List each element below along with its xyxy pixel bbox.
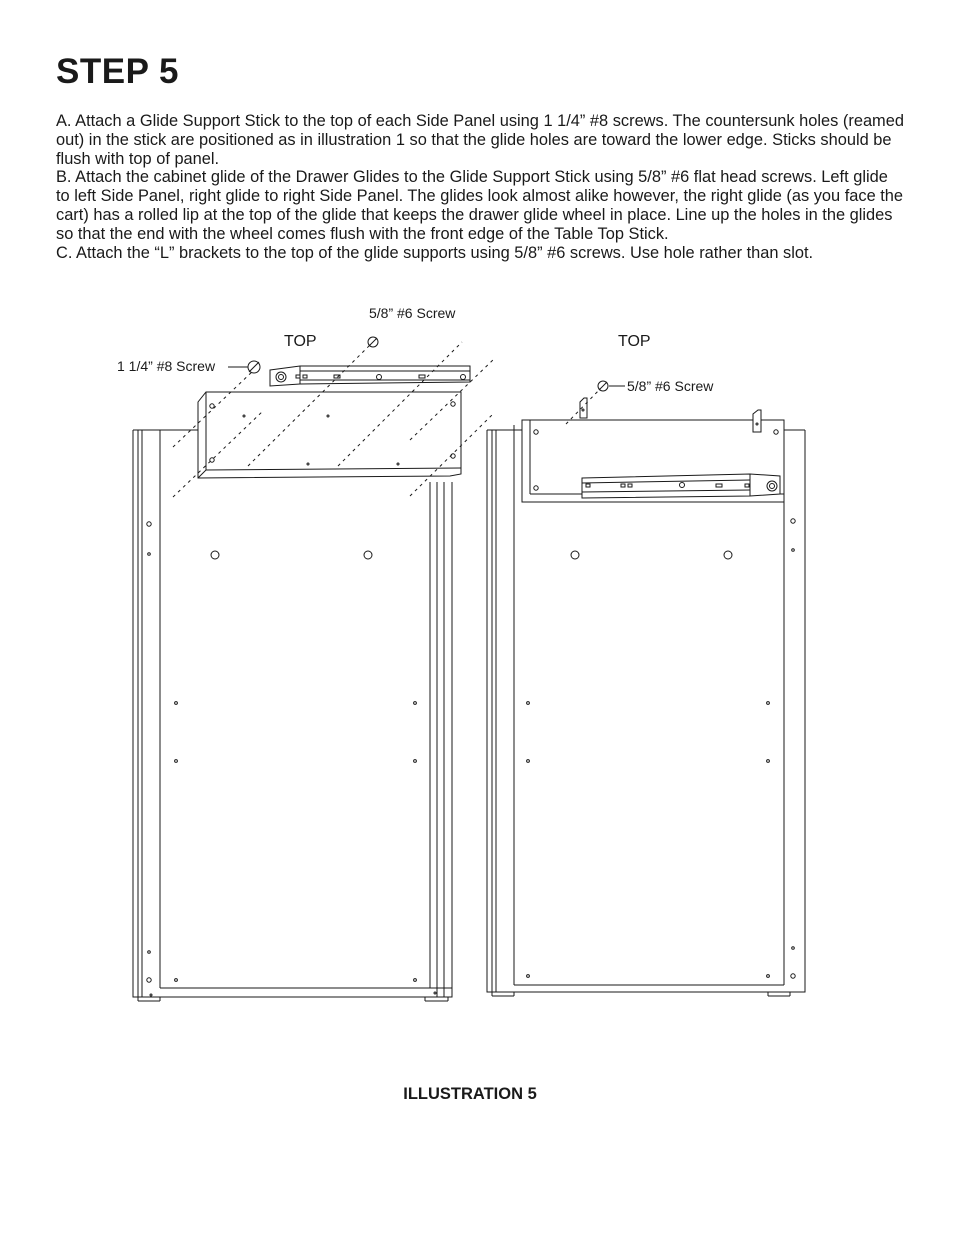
small-screw-icon	[368, 337, 378, 347]
left-drawer-glide-icon	[270, 366, 470, 386]
instruction-b: B. Attach the cabinet glide of the Drawer Glides to the Glide Support Stick using 5/8” #6 flat head screws. Left glide to left Side Panel, right glide to right Side Panel. The glides look almost alike however, the right glide (as you face the cart) has a rolled lip at the top of the glide that keeps the drawer glide wheel in place. Line up the holes in the glides so that the end with the wheel comes flush with the front edge of the Table Top Stick.	[56, 168, 904, 243]
left-small-screw-label: 5/8” #6 Screw	[369, 305, 456, 321]
page-title: STEP 5	[56, 52, 179, 91]
l-bracket-icon	[753, 410, 761, 432]
right-small-screw-label: 5/8” #6 Screw	[627, 378, 714, 394]
instructions	[56, 112, 904, 262]
large-screw-icon	[248, 361, 260, 373]
assembly-illustration	[0, 300, 954, 1020]
left-side-panel-icon	[133, 430, 452, 1001]
left-glide-support-stick-icon	[198, 392, 461, 478]
right-side-panel-icon	[487, 425, 805, 996]
instruction-c: C. Attach the “L” brackets to the top of the glide supports using 5/8” #6 screws. Use hole rather than slot.	[56, 243, 814, 262]
left-top-label: TOP	[284, 333, 317, 350]
small-screw-icon	[598, 381, 608, 391]
instruction-a: A. Attach a Glide Support Stick to the top of each Side Panel using 1 1/4” #8 screws. The countersunk holes (reamed out) in the stick are positioned as in illustration 1 so that the glide holes are toward the lower edge. Sticks should be flush with top of panel.	[56, 112, 904, 168]
right-drawer-glide-icon	[582, 474, 780, 498]
left-large-screw-label: 1 1/4” #8 Screw	[117, 358, 216, 374]
right-top-label: TOP	[618, 333, 651, 350]
illustration-caption: ILLUSTRATION 5	[403, 1085, 537, 1103]
